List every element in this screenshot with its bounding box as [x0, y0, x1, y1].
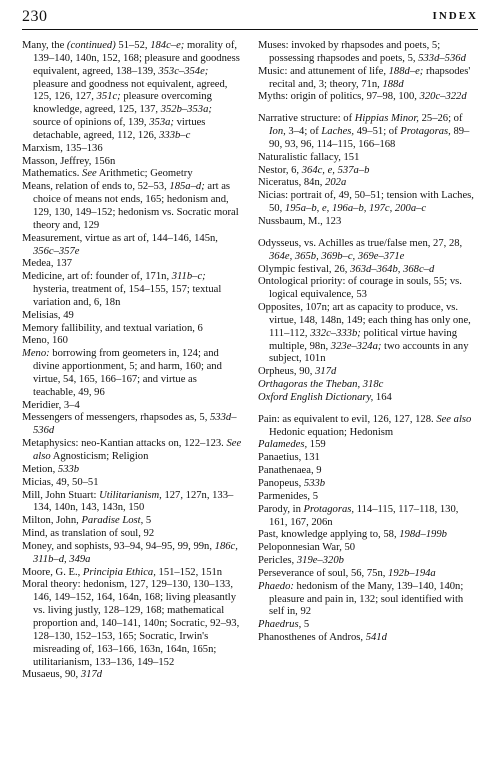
index-text: Medicine, art of: founder of, 171n,: [22, 271, 172, 283]
index-entry: [22, 168, 242, 181]
index-text: Measurement, virtue as art of, 144–146, 145n,: [22, 232, 218, 244]
index-entry: [258, 113, 478, 152]
index-text-italic: 533d–536d: [33, 412, 237, 437]
index-text: hysteria, treatment of, 154–155, 157; textual variation and, 6, 18n: [33, 284, 222, 308]
index-text-italic: 351c;: [96, 91, 121, 103]
index-text: Metaphysics: neo-Kantian attacks on, 122–123.: [22, 438, 227, 450]
index-text-italic: 333b–c: [159, 129, 191, 141]
index-text-italic: Phaedo:: [258, 580, 294, 592]
index-entry: [258, 529, 478, 542]
index-text: virtues detachable, agreed, 112, 126,: [33, 117, 206, 141]
index-entry: [22, 490, 242, 516]
index-entry: [258, 302, 478, 366]
index-entry: [22, 348, 242, 399]
index-text: Perseverance of soul, 56, 75n,: [258, 567, 389, 579]
index-text-italic: 184c–e;: [150, 40, 185, 51]
index-text-italic: 320c–322d: [419, 91, 467, 103]
index-text-italic: Protagoras,: [303, 503, 355, 515]
running-head: INDEX: [432, 10, 478, 22]
index-entry: [22, 477, 242, 490]
index-entry: [22, 310, 242, 323]
index-text: 3–4; of: [285, 126, 322, 138]
index-text-italic: 356c–357e: [33, 245, 80, 257]
index-text-italic: 198d–199b: [399, 529, 447, 541]
index-text-italic: Laches,: [321, 126, 355, 138]
index-entry: [22, 181, 242, 232]
index-text: Melisias, 49: [22, 309, 74, 321]
index-entry: [258, 632, 478, 645]
index-text-italic: Palamedes,: [258, 439, 308, 451]
index-text: Means, relation of ends to, 52–53,: [22, 181, 170, 193]
index-text: Ontological priority: of courage in souls, 55; vs. logical equivalence, 53: [258, 276, 462, 301]
index-text: Myths: origin of politics, 97–98, 100,: [258, 91, 420, 103]
index-text: Narrative structure: of: [258, 113, 355, 125]
index-entry: [258, 392, 478, 405]
index-entry: [258, 238, 478, 264]
index-entry: [22, 335, 242, 348]
index-column-left: [22, 40, 242, 682]
index-text: 159: [307, 439, 326, 451]
index-entry: [258, 414, 478, 440]
index-text-italic: 192b–194a: [388, 567, 436, 579]
index-entry: [258, 264, 478, 277]
letter-group-gap: [258, 405, 478, 414]
index-text: Peloponnesian War, 50: [258, 542, 356, 554]
index-entry: [22, 438, 242, 464]
index-text-italic: 186c, 311b–d, 349a: [33, 540, 238, 565]
index-text: 114–115, 117–118, 130, 161, 167, 206n: [269, 503, 459, 528]
index-text: Memory fallibility, and textual variation, 6: [22, 322, 203, 334]
index-text: Moral theory: hedonism, 127, 129–130, 130–133, 146, 149–152, 164, 164n, 168; living pleasantly vs. living justly, 128–129, 168; mathematical proportion and, 140–141, 140n; Socratic, 92–93, 128–130, 152–153, 165; Socratic, Irwin's misreading of, 163–166, 163n, 164n, 165n; utilitarianism, 133–136, 149–152: [22, 579, 240, 668]
index-text: art as choice of means not ends, 165; hedonism and, 129, 130, 149–152; hedonism vs. Socratic moral theory and, 129: [33, 181, 239, 231]
index-text-italic: 202a: [325, 177, 347, 189]
index-text-italic: 353c–354e;: [158, 65, 209, 77]
index-text-italic: 311b–c;: [171, 271, 206, 283]
header-rule: [22, 29, 478, 30]
index-entry: [258, 91, 478, 104]
index-text: Mathematics.: [22, 168, 83, 180]
index-text-italic: 364c, e, 537a–b: [301, 164, 370, 176]
index-text: rhapsodes' recital and, 3; theory, 71n,: [269, 65, 471, 90]
index-entry: [22, 567, 242, 580]
index-entry: [258, 66, 478, 92]
index-text-italic: 332c–333b;: [310, 327, 361, 339]
index-entry: [22, 541, 242, 567]
index-text: Panaetius, 131: [258, 452, 320, 464]
index-entry: [258, 568, 478, 581]
index-text-italic: 353a;: [149, 117, 174, 129]
index-text: Panathenaea, 9: [258, 465, 322, 477]
index-text: Messengers of messengers, rhapsodes as, 5,: [22, 412, 210, 424]
index-text: pleasure and goodness not equivalent, agreed, 125, 126, 127,: [33, 78, 228, 103]
index-text: borrowing from geometers in, 124; and divine apportionment, 5; and harm, 160; and virtue, 54, 165, 166–167; and virtue as teachable, 49, 96: [33, 348, 222, 398]
index-text: Moore, G. E.,: [22, 566, 83, 578]
index-text: Musaeus, 90,: [22, 669, 81, 681]
index-text: 5: [301, 619, 310, 631]
index-entry: [258, 478, 478, 491]
index-entry: [258, 190, 478, 216]
index-text: 25–26; of: [418, 113, 463, 125]
index-text-italic: Paradise Lost,: [81, 515, 144, 527]
index-entry: [22, 233, 242, 259]
index-text-italic: 533b: [57, 463, 80, 475]
index-text-italic: See: [82, 168, 97, 180]
index-text: Masson, Jeffrey, 156n: [22, 155, 116, 167]
index-text: Meno, 160: [22, 335, 68, 347]
index-text: political virtue having multiple, 98n,: [269, 327, 458, 352]
index-text: Panopeus,: [258, 478, 304, 489]
index-text: Arithmetic; Geometry: [96, 168, 193, 180]
index-text-italic: Oxford English Dictionary,: [258, 391, 374, 403]
index-text-italic: 185a–d;: [169, 181, 205, 193]
index-entry: [22, 40, 242, 143]
index-text: 5: [143, 515, 152, 527]
index-text: 151–152, 151n: [155, 566, 223, 578]
index-text-italic: See also: [436, 413, 472, 425]
index-text: Nussbaum, M., 123: [258, 215, 342, 227]
index-entry: [22, 412, 242, 438]
index-text: Mill, John Stuart:: [22, 489, 100, 501]
index-entry: [258, 366, 478, 379]
index-text: 127, 127n, 133–134, 140n, 143, 143n, 150: [33, 489, 234, 514]
index-text: Many, the: [22, 40, 67, 51]
index-text: Past, knowledge applying to, 58,: [258, 529, 400, 541]
index-text-italic: 352b–353a;: [160, 104, 212, 116]
index-entry: [258, 465, 478, 478]
index-text-italic: See also: [33, 438, 242, 462]
index-entry: [258, 40, 478, 66]
index-entry: [22, 258, 242, 271]
index-text: Medea, 137: [22, 258, 73, 270]
index-text: 89–90, 93, 96, 114–115, 166–168: [269, 126, 470, 150]
index-text: Mind, as translation of soul, 92: [22, 528, 155, 540]
index-text: source of opinions of, 139,: [33, 117, 150, 129]
index-text: Metion,: [22, 463, 58, 475]
index-text: Opposites, 107n; art as capacity to produce, vs. virtue, 148, 148n, 149; each thing has only one, 111–112,: [258, 302, 471, 339]
index-text-italic: Protagoras,: [400, 126, 451, 138]
index-entry: [258, 504, 478, 530]
index-text: Music: and attunement of life,: [258, 65, 389, 77]
index-text-italic: 195a–b, e, 196a–b, 197c, 200a–c: [284, 203, 427, 215]
index-entry: [258, 152, 478, 165]
index-text: morality of, 139–140, 140n, 152, 168; pleasure and goodness equivalent, agreed, 138–139,: [33, 40, 240, 77]
index-text-italic: 188d: [382, 78, 404, 90]
index-entry: [258, 165, 478, 178]
index-entry: [258, 542, 478, 555]
index-text-italic: 188d–e;: [388, 65, 424, 77]
index-entry: [258, 177, 478, 190]
index-text: Orpheus, 90,: [258, 366, 316, 378]
index-entry: [258, 619, 478, 632]
index-text-italic: 323e–324a;: [330, 340, 382, 352]
index-text: Phanosthenes of Andros,: [258, 632, 366, 644]
index-column-right: [258, 40, 478, 645]
index-text: Parmenides, 5: [258, 490, 319, 502]
index-text: hedonism of the Many, 139–140, 140n; pleasure and pain in, 132; soul identified with self in, 92: [269, 580, 464, 618]
index-entry: [258, 439, 478, 452]
index-text-italic: 533d–536d: [418, 52, 466, 64]
index-text-italic: (continued): [66, 40, 116, 51]
index-text-italic: 317d: [80, 669, 103, 681]
index-text: pleasure overcoming knowledge, agreed, 125, 137,: [33, 91, 212, 116]
index-entry: [22, 515, 242, 528]
index-text: Agnosticism; Religion: [50, 451, 149, 462]
letter-group-gap: [258, 229, 478, 238]
index-text: two accounts in any subject, 101n: [269, 340, 469, 365]
index-entry: [22, 323, 242, 336]
index-text: Milton, John,: [22, 515, 82, 527]
index-text: Nestor, 6,: [258, 164, 302, 176]
index-text-italic: Ion,: [269, 126, 286, 138]
index-entry: [258, 379, 478, 392]
index-text-italic: 319e–320b: [296, 555, 344, 567]
index-text: Meridier, 3–4: [22, 399, 80, 411]
index-text: Money, and sophists, 93–94, 94–95, 99, 99n,: [22, 540, 215, 552]
index-text: Odysseus, vs. Achilles as true/false men, 27, 28,: [258, 237, 463, 249]
index-text-italic: Principia Ethica,: [82, 566, 156, 578]
index-entry: [22, 143, 242, 156]
index-text: Marxism, 135–136: [22, 142, 103, 154]
index-entry: [22, 579, 242, 669]
index-entry: [258, 491, 478, 504]
index-text-italic: Phaedrus,: [258, 619, 302, 631]
index-entry: [22, 400, 242, 413]
index-text: Hedonic equation; Hedonism: [269, 426, 394, 438]
index-entry: [22, 271, 242, 310]
index-text-italic: Meno:: [22, 348, 50, 360]
index-text-italic: 541d: [365, 632, 387, 644]
index-text: Pain: as equivalent to evil, 126, 127, 128.: [258, 413, 437, 425]
index-entry: [22, 528, 242, 541]
index-text: Pericles,: [258, 555, 297, 567]
index-text: Micias, 49, 50–51: [22, 476, 99, 488]
index-text-italic: Hippias Minor,: [354, 113, 419, 125]
index-entry: [258, 581, 478, 620]
index-entry: [22, 156, 242, 169]
index-text: Naturalistic fallacy, 151: [258, 151, 360, 163]
index-entry: [258, 555, 478, 568]
index-text: Muses: invoked by rhapsodes and poets, 5; possessing rhapsodes and poets, 5,: [258, 40, 441, 64]
index-text-italic: 364e, 365b, 369b–c, 369e–371e: [269, 250, 405, 262]
index-text: 51–52,: [115, 40, 151, 51]
index-text: Olympic festival, 26,: [258, 263, 351, 275]
index-text-italic: 363d–364b, 368c–d: [350, 263, 435, 275]
index-text: 49–51; of: [354, 126, 401, 138]
index-text-italic: Orthagoras the Theban, 318c: [258, 379, 384, 391]
index-text: 164: [373, 391, 392, 403]
index-entry: [258, 276, 478, 302]
index-text: Parody, in: [258, 503, 304, 515]
index-entry: [258, 452, 478, 465]
index-text: Niceratus, 84n,: [258, 177, 326, 189]
index-entry: [22, 464, 242, 477]
index-entry: [258, 216, 478, 229]
index-entry: [22, 669, 242, 682]
letter-group-gap: [258, 104, 478, 113]
index-text: Nicias: portrait of, 49, 50–51; tension with Laches, 50,: [258, 190, 474, 215]
index-text-italic: 317d: [315, 366, 337, 378]
page-number: 230: [22, 8, 48, 25]
index-text-italic: Utilitarianism,: [99, 489, 162, 501]
index-text-italic: 533b: [303, 478, 326, 489]
